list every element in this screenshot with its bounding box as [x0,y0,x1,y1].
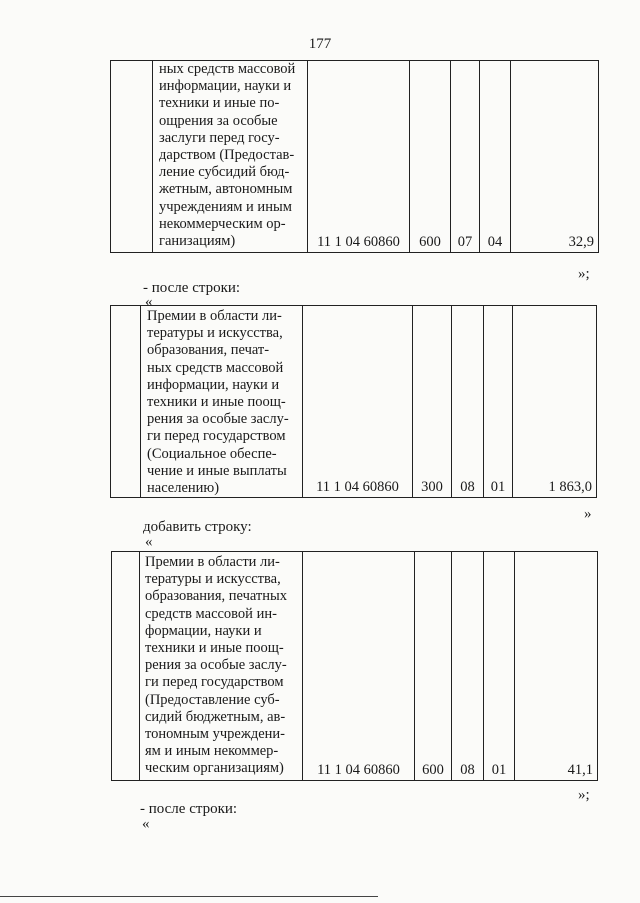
subsection-cell: 01 [484,306,513,498]
description-cell: Премии в области ли- тературы и искусства, образования, печатных средств массовой ин- формации, науки и техники и иные поощ- рения за особые заслу- ги перед государством (Предоставление суб- сидий бюджетным, ав- тономным учреждени- ям и иным некоммер- ческим организациям) [140,552,303,781]
description-cell: Премии в области ли- тературы и искусства, образования, печат- ных средств массовой информации, науки и техники и иные поощ- рения за особые заслу- ги перед государством (Социальное обеспе- чение и иные выплаты населению) [141,306,303,498]
instruction-after-row: - после строки: [143,280,241,296]
footer-rule [0,896,378,897]
amount-cell: 32,9 [511,61,599,253]
table-row [111,61,599,253]
budget-table-3 [111,551,598,781]
budget-table-2 [110,305,597,498]
expense-type-cell: 600 [415,552,452,781]
target-code-cell: 11 1 04 60860 [303,552,415,781]
page-number: 177 [308,36,332,52]
amount-cell: 41,1 [515,552,598,781]
description-cell: ных средств массовой информации, науки и техники и иные по- ощрения за особые заслуги перед госу- дарством (Предостав- ление субсидий бюд- жетным, автономным учреждениям и иным некоммерческим ор- ганизациям) [153,61,308,253]
subsection-cell: 01 [484,552,515,781]
opening-quote: « [145,294,153,310]
row-number-cell [111,306,141,498]
instruction-add-row: добавить строку: [143,519,252,535]
section-cell: 08 [452,552,484,781]
section-cell: 07 [451,61,480,253]
opening-quote: « [145,534,153,550]
row-number-cell [111,61,153,253]
instruction-after-row: - после строки: [140,801,238,817]
expense-type-cell: 300 [413,306,452,498]
row-number-cell [112,552,140,781]
subsection-cell: 04 [480,61,511,253]
closing-quote: » [584,506,592,522]
table-row [112,552,598,781]
expense-type-cell: 600 [410,61,451,253]
closing-quote: »; [578,787,590,803]
closing-quote: »; [578,266,590,282]
table-row [111,306,597,498]
target-code-cell: 11 1 04 60860 [308,61,410,253]
amount-cell: 1 863,0 [513,306,597,498]
opening-quote: « [142,816,150,832]
target-code-cell: 11 1 04 60860 [303,306,413,498]
budget-table-1 [110,60,599,253]
section-cell: 08 [452,306,484,498]
